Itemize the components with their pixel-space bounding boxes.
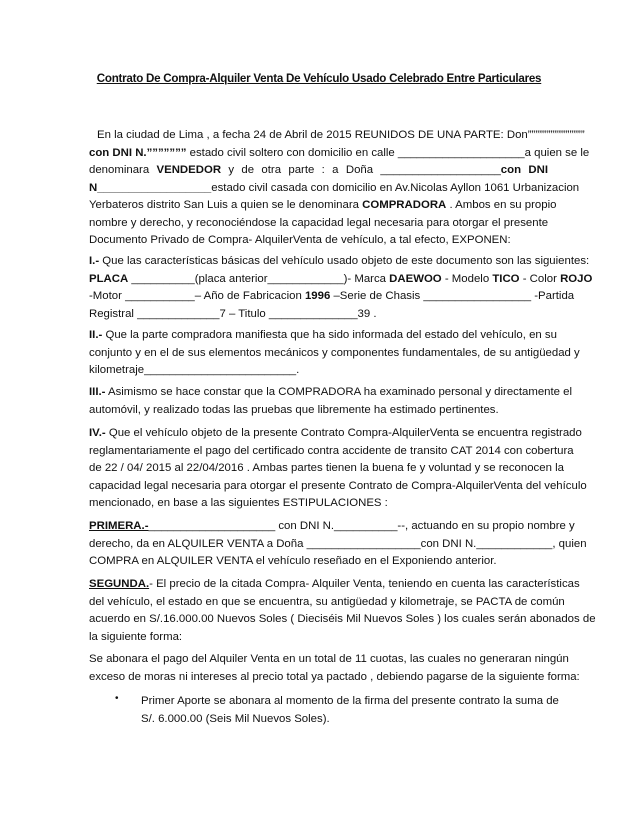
section-iv-line-3: de 22 / 04/ 2015 al 22/04/2016 . Ambas partes tienen la buena fe y voluntad y se reconocen la [89,462,564,474]
payment-line-2: exceso de moras ni intereses al precio total ya pactado , debiendo pagarse de la siguiente forma: [89,670,580,683]
section-ii-line-2: conjunto y en el de sus elementos mecánicos y componentes fundamentales, de su antigüedad y [89,346,580,359]
section-i-line-2: PLACA __________(placa anterior____________)- Marca DAEWOO - Modelo TICO - Color ROJO [89,272,593,285]
bullet-line-1: Primer Aporte se abonara al momento de la firma del presente contrato la suma de [141,695,559,707]
section-iv-line-4: capacidad legal necesaria para otorgar el presente Contrato de Compra-AlquilerVenta del vehículo [89,479,587,492]
bullet-item [141,693,559,728]
vendedor-label: VENDEDOR [156,164,222,176]
section-ii-line-1: II.- Que la parte compradora manifiesta que ha sido informada del estado del vehículo, en su [89,329,557,341]
section-i-line-4: Registral _____________7 – Titulo ______________39 . [89,307,377,320]
section-i-line-3: -Motor ___________– Año de Fabricacion 1996 –Serie de Chasis _________________ -Partida [89,290,575,302]
compradora-label: COMPRADORA [362,199,447,211]
payment-line-1: Se abonara el pago del Alquiler Venta en un total de 11 cuotas, las cuales no generaran ningún [89,653,569,665]
clause-primera [89,518,587,571]
section-iii-line-2: automóvil, y realizado todas las pruebas que libremente ha estimado pertinentes. [89,403,499,416]
segunda-line-3: acuerdo en S/.16.000.00 Nuevos Soles ( Dieciséis Mil Nuevos Soles ) los cuales serán abonados de [89,613,596,625]
intro-line-4: N__________________estado civil casada con domicilio en Av.Nicolas Ayllon 1061 Urbanizacion [89,181,580,194]
section-i-line-1: I.- Que las características básicas del vehículo usado objeto de este documento son las siguientes: [89,255,590,267]
intro-paragraph [89,127,590,250]
bullet-line-2: S/. 6.000.00 (Seis Mil Nuevos Soles). [141,712,330,725]
primera-line-2: derecho, da en ALQUILER VENTA a Doña __________________con DNI N.____________, quien [89,537,587,550]
intro-line-6: nombre y derecho, y reconociéndose la capacidad legal necesaria para otorgar el presente [89,216,549,229]
segunda-line-1: SEGUNDA.- El precio de la citada Compra- Alquiler Venta, teniendo en cuenta las características [89,578,580,590]
intro-line-3: denominara VENDEDOR y de otra parte : a Doña ___________________con DNI [89,164,548,176]
section-iv-line-2: reglamentariamente el pago del certificado contra accidente de transito CAT 2014 con cobertura [89,444,574,457]
section-ii [89,327,580,380]
section-iii [89,384,573,419]
section-iv-line-5: mencionado, en base a las siguientes ESTIPULACIONES : [89,497,388,509]
primera-line-3: COMPRA en ALQUILER VENTA el vehículo reseñado en el Exponiendo anterior. [89,555,497,567]
segunda-line-2: del vehículo, el estado en que se encuentra, su antigüedad y kilometraje, se PACTA de común [89,595,565,608]
clause-segunda [89,576,596,646]
intro-line-2: con DNI N.””””””” estado civil soltero con domicilio en calle ____________________a quien se le [89,146,590,159]
segunda-line-4: la siguiente forma: [89,630,183,643]
section-i [89,253,593,323]
intro-line-7: Documento Privado de Compra- AlquilerVenta de vehículo, a tal efecto, EXPONEN: [89,234,511,246]
intro-line-5: Yerbateros distrito San Luis a quien se le denominara COMPRADORA . Ambos en su propio [89,199,557,211]
section-ii-line-3: kilometraje________________________. [89,364,300,376]
bullet-icon: • [115,693,119,704]
intro-line-1: En la ciudad de Lima , a fecha 24 de Abril de 2015 REUNIDOS DE UNA PARTE: Don””””””””””””””” [97,129,585,141]
contract-title: Contrato De Compra-Alquiler Venta De Vehículo Usado Celebrado Entre Particulares [96,72,542,85]
section-iii-line-1: III.- Asimismo se hace constar que la COMPRADORA ha examinado personal y directamente el [89,386,573,398]
section-iv [89,425,587,513]
payment-paragraph [89,651,580,686]
primera-line-1: PRIMERA.-____________________ con DNI N.__________--, actuando en su propio nombre y [89,520,575,532]
section-iv-line-1: IV.- Que el vehículo objeto de la presente Contrato Compra-AlquilerVenta se encuentra registrado [89,427,582,439]
